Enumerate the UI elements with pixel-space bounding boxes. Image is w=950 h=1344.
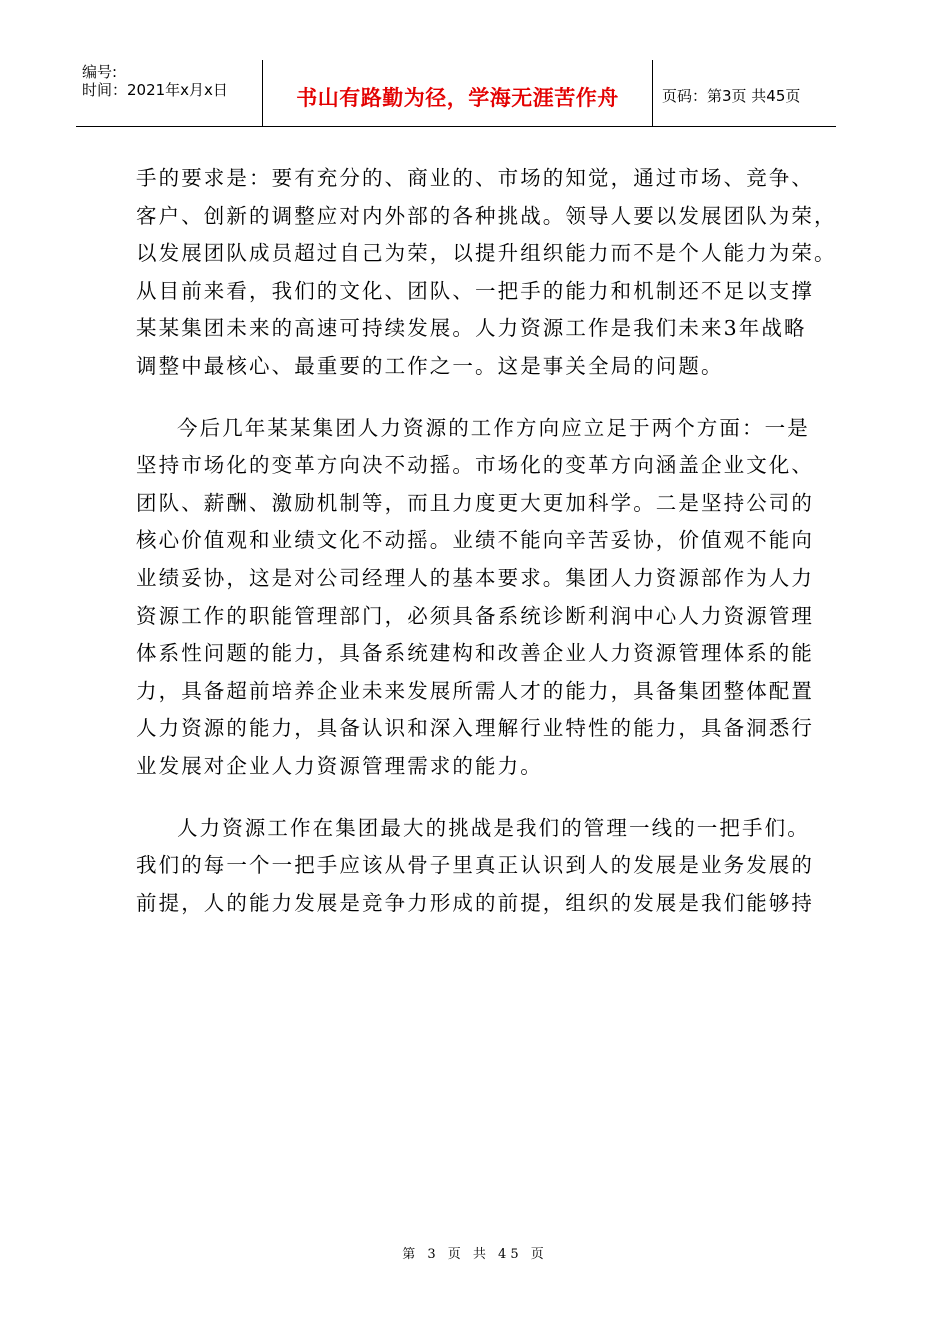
text-line: 业绩妥协，这是对公司经理人的基本要求。集团人力资源部作为人力 [136,565,814,590]
header-page-indicator: 页码：第3页 共45页 [662,87,801,105]
page-header [76,60,836,127]
text-line: 调整中最核心、最重要的工作之一。这是事关全局的问题。 [136,353,724,378]
text-line: 人力资源的能力，具备认识和深入理解行业特性的能力，具备洞悉行 [136,716,814,741]
paragraph [136,410,826,786]
paragraph [136,810,826,923]
text-line: 手的要求是：要有充分的、商业的、市场的知觉，通过市场、竞争、 [136,166,814,190]
text-line: 团队、薪酬、激励机制等，而且力度更大更加科学。二是坚持公司的 [136,490,814,515]
document-body [136,160,837,946]
text-line: 以发展团队成员超过自己为荣，以提升组织能力而不是个人能力为荣。 [136,241,837,266]
text-line: 今后几年某某集团人力资源的工作方向应立足于两个方面：一是 [177,415,810,440]
text-line: 坚持市场化的变革方向决不动摇。市场化的变革方向涵盖企业文化、 [136,453,814,478]
date-label: 时间：2021年x月x日 [82,81,228,99]
doc-number-label: 编号: [82,63,118,81]
text-line: 核心价值观和业绩文化不动摇。业绩不能向辛苦妥协，价值观不能向 [136,528,814,553]
text-line: 体系性问题的能力，具备系统建构和改善企业人力资源管理体系的能 [136,641,814,666]
text-line: 从目前来看，我们的文化、团队、一把手的能力和机制还不足以支撑 [136,278,814,303]
text-line: 前提，人的能力发展是竞争力形成的前提，组织的发展是我们能够持 [136,890,814,915]
header-divider [652,60,653,126]
paragraph [136,160,837,386]
text-line: 某某集团未来的高速可持续发展。人力资源工作是我们未来3年战略 [136,316,807,341]
page-footer: 第 3 页 共 45 页 [402,1247,548,1262]
text-line: 资源工作的职能管理部门，必须具备系统诊断利润中心人力资源管理 [136,603,814,628]
text-line: 我们的每一个一把手应该从骨子里真正认识到人的发展是业务发展的 [136,853,814,878]
text-line: 业发展对企业人力资源管理需求的能力。 [136,753,543,778]
text-line: 力，具备超前培养企业未来发展所需人才的能力，具备集团整体配置 [136,678,814,703]
text-line: 人力资源工作在集团最大的挑战是我们的管理一线的一把手们。 [177,815,810,840]
text-line: 客户、创新的调整应对内外部的各种挑战。领导人要以发展团队为荣， [136,203,837,228]
header-motto: 书山有路勤为径，学海无涯苦作舟 [296,86,619,110]
